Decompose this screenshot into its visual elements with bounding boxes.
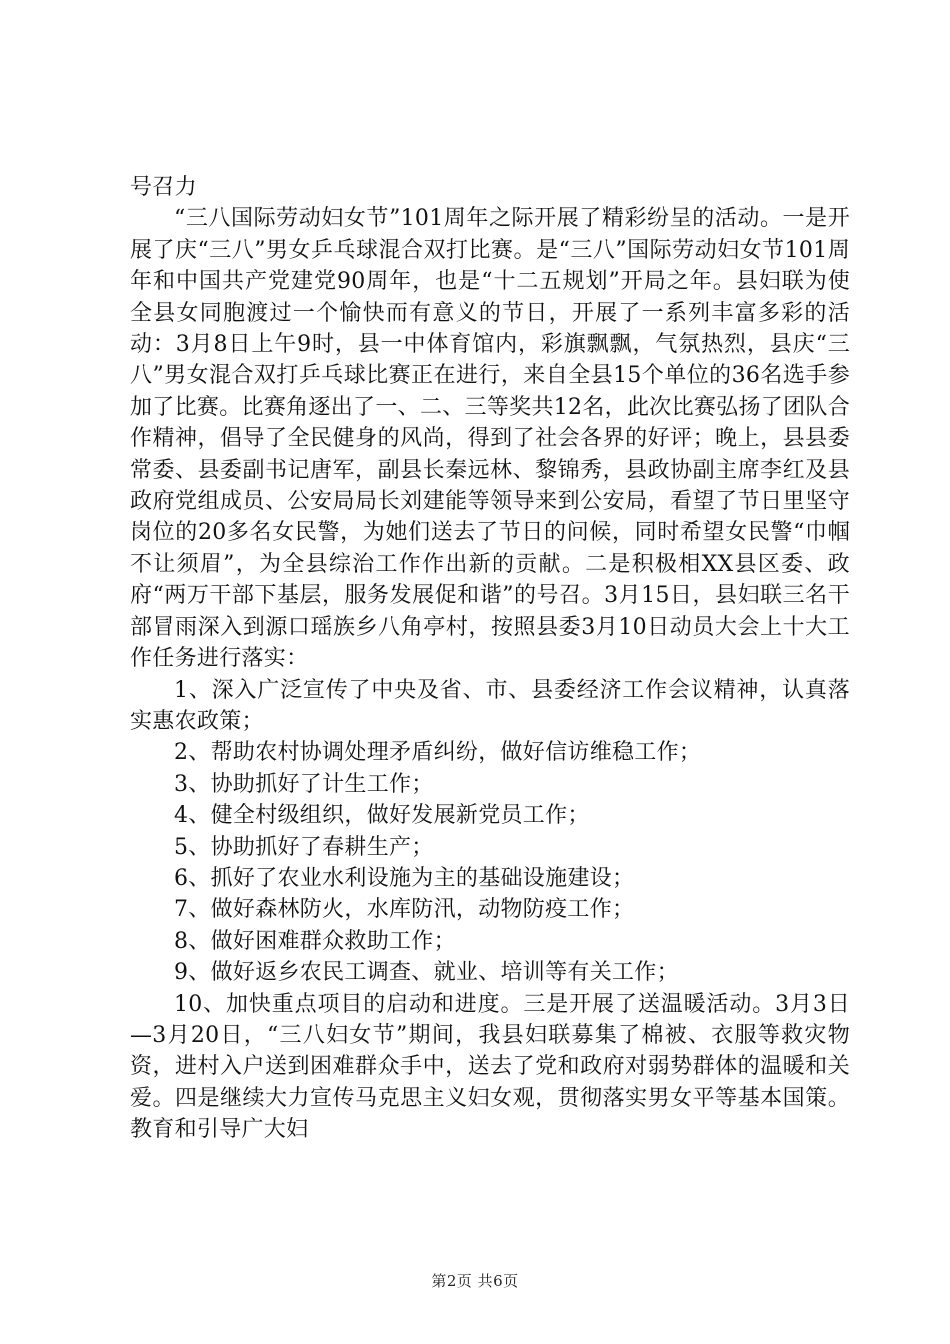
list-item-2: 2、帮助农村协调处理矛盾纠纷，做好信访维稳工作； — [174, 740, 702, 766]
list-item-4: 4、健全村级组织，做好发展新党员工作； — [174, 803, 590, 829]
list-item-3: 3、协助抓好了计生工作； — [174, 771, 434, 797]
list-item-7: 7、做好森林防火，水库防汛，动物防疫工作； — [174, 897, 635, 923]
paragraph-item-10: 10、加快重点项目的启动和进度。三是开展了送温暖活动。3月3日—3月20日，“三八妇女节”期间，我县妇联募集了棉被、衣服等救灾物资，进村入户送到困难群众手中，送去了党和政府对弱势群体的温暖和关爱。四是继续大力宣传马克思主义妇女观，贯彻落实男女平等基本国策。教育和引导广大妇 — [130, 991, 850, 1143]
document-body — [130, 172, 850, 1146]
list-item-5: 5、协助抓好了春耕生产； — [174, 834, 434, 860]
list-item-8: 8、做好困难群众救助工作； — [174, 928, 456, 954]
page-footer: 第2页 共6页 — [431, 1272, 519, 1290]
paragraph-activities: “三八国际劳动妇女节”101周年之际开展了精彩纷呈的活动。一是开展了庆“三八”男女乒乓球混合双打比赛。是“三八”国际劳动妇女节101周年和中国共产党建党90周年，也是“十二五规划”开局之年。县妇联为使全县女同胞渡过一个愉快而有意义的节日，开展了一系列丰富多彩的活动：3月8日上午9时，县一中体育馆内，彩旗飘飘，气氛热烈，县庆“三八”男女混合双打乒乓球比赛正在进行，来自全县15个单位的36名选手参加了比赛。比赛角逐出了一、二、三等奖共12名，此次比赛弘扬了团队合作精神，倡导了全民健身的风尚，得到了社会各界的好评；晚上，县县委常委、县委副书记唐军，副县长秦远林、黎锦秀，县政协副主席李红及县政府党组成员、公安局局长刘建能等领导来到公安局，看望了节日里坚守岗位的20多名女民警，为她们送去了节日的问候，同时希望女民警“巾帼不让须眉”，为全县综治工作作出新的贡献。二是积极相XX县区委、政府“两万干部下基层，服务发展促和谐”的号召。3月15日，县妇联三名干部冒雨深入到源口瑶族乡八角亭村，按照县委3月10日动员大会上十大工作任务进行落实： — [130, 206, 850, 672]
list-item-6: 6、抓好了农业水利设施为主的基础设施建设； — [174, 865, 635, 891]
lead-line: 号召力 — [130, 175, 197, 200]
list-item-9: 9、做好返乡农民工调查、就业、培训等有关工作； — [174, 960, 679, 986]
list-item-1: 1、深入广泛宣传了中央及省、市、县委经济工作会议精神，认真落实惠农政策； — [130, 677, 850, 734]
